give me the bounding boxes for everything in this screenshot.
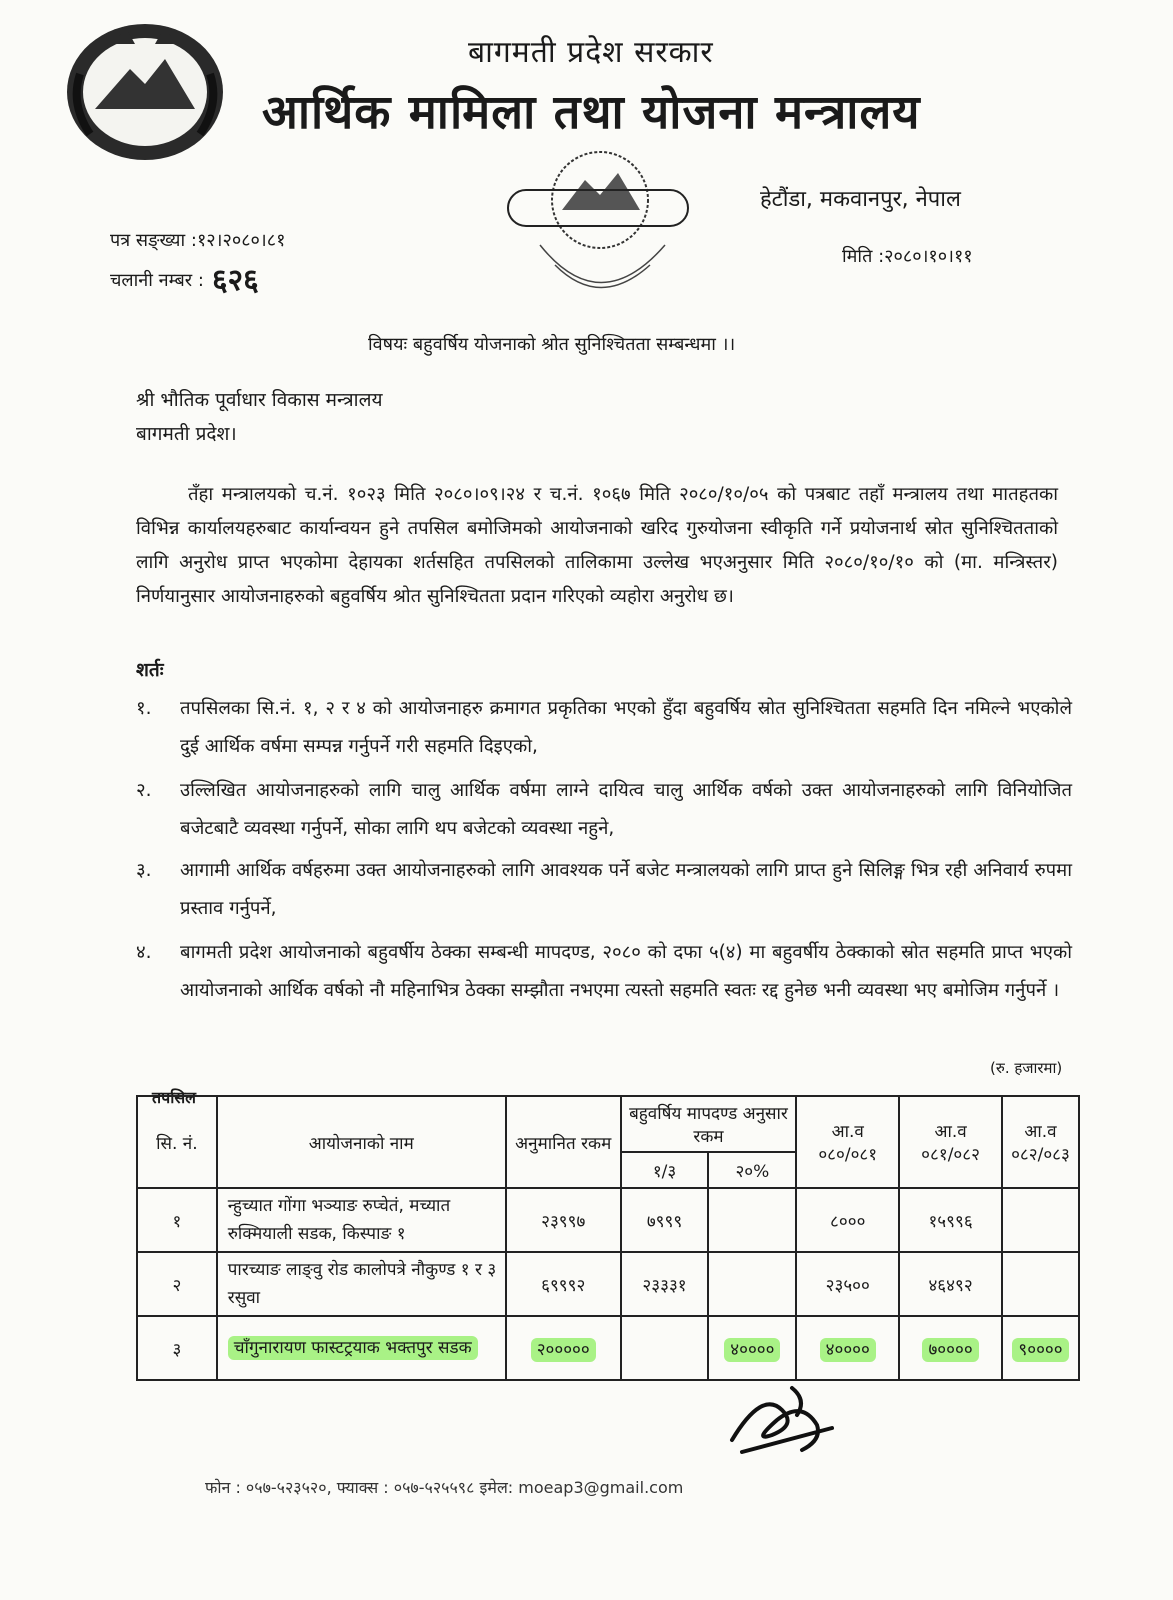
condition-number: २. <box>136 780 152 801</box>
cell-sn: ३ <box>137 1316 217 1380</box>
cell-project-name: न्हुच्यात गोंगा भञ्याङ रुप्चेतं, मच्यात रुक्मियाली सडक, किस्पाङ १ <box>217 1188 506 1252</box>
cell-twenty-percent <box>708 1252 796 1316</box>
cell-one-third <box>621 1316 709 1380</box>
cell-estimated: ६९९९२ <box>506 1252 621 1316</box>
recipient-line-1: श्री भौतिक पूर्वाधार विकास मन्त्रालय <box>136 389 383 411</box>
cell-fy1 <box>796 1316 899 1380</box>
cell-twenty-percent <box>708 1316 796 1380</box>
dispatch-number <box>110 258 259 299</box>
cell-fy3 <box>1002 1252 1079 1316</box>
cell-fy3 <box>1002 1188 1079 1252</box>
condition-number: ४. <box>136 942 152 963</box>
header-twenty-percent: २०% <box>708 1152 796 1188</box>
official-stamp-icon <box>500 145 695 325</box>
nepal-emblem-icon <box>60 14 230 164</box>
cell-estimated: २३९९७ <box>506 1188 621 1252</box>
header-fy-080-081: आ.व ०८०/०८१ <box>796 1096 899 1188</box>
cell-one-third: ७९९९ <box>621 1188 709 1252</box>
condition-text: उल्लिखित आयोजनाहरुको लागि चालु आर्थिक वर्षमा लाग्ने दायित्व चालु आर्थिक वर्षको उक्त आयोजनाहरुको लागि विनियोजित बजेटबाटै व्यवस्था गर्नुपर्ने, सोका लागि थप बजेटको व्यवस्था नहुने, <box>180 780 1072 839</box>
table-row-highlighted <box>137 1316 1079 1380</box>
condition-item <box>136 852 1072 928</box>
letter-date <box>842 244 973 268</box>
ministry-address: हेटौंडा, मकवानपुर, नेपाल <box>760 187 961 212</box>
table-row <box>137 1252 1079 1316</box>
header-fy-082-083: आ.व ०८२/०८३ <box>1002 1096 1079 1188</box>
date-value: २०८०।१०।११ <box>884 246 973 267</box>
dispatch-number-value: ६२६ <box>211 263 259 298</box>
condition-number: ३. <box>136 860 152 881</box>
schedule-table <box>136 1095 1080 1381</box>
header-project-name: आयोजनाको नाम <box>217 1096 506 1188</box>
cell-project-name <box>217 1316 506 1380</box>
letter-number-value: १२।२०८०।८१ <box>196 230 286 251</box>
amount-unit: (रु. हजारमा) <box>990 1059 1063 1077</box>
recipient-line-2: बागमती प्रदेश। <box>136 423 237 445</box>
cell-twenty-percent <box>708 1188 796 1252</box>
header-criteria: बहुवर्षिय मापदण्ड अनुसार रकम <box>621 1096 797 1152</box>
dispatch-number-label: चलानी नम्बर : <box>110 270 204 291</box>
cell-fy2: १५९९६ <box>899 1188 1002 1252</box>
contact-footer: फोन : ०५७-५२३५२०, फ्याक्स : ०५७-५२५५९८ इमेल: moeap3@gmail.com <box>205 1478 684 1497</box>
cell-fy3 <box>1002 1316 1079 1380</box>
cell-sn: २ <box>137 1252 217 1316</box>
highlight-mark: ४०००० <box>820 1338 876 1362</box>
cell-fy1: २३५०० <box>796 1252 899 1316</box>
signature-icon <box>722 1380 842 1460</box>
date-label: मिति : <box>842 246 885 267</box>
cell-project-name: पारच्याङ लाङ्वु रोड कालोपत्रे नौकुण्ड १ र ३ रसुवा <box>217 1252 506 1316</box>
header-one-third: १/३ <box>621 1152 709 1188</box>
condition-text: आगामी आर्थिक वर्षहरुमा उक्त आयोजनाहरुको लागि आवश्यक पर्ने बजेट मन्त्रालयको लागि प्राप्त हुने सिलिङ्ग भित्र रही अनिवार्य रुपमा प्रस्ताव गर्नुपर्ने, <box>180 860 1072 919</box>
condition-number: १. <box>136 698 152 719</box>
cell-fy1: ८००० <box>796 1188 899 1252</box>
header-fy-081-082: आ.व ०८१/०८२ <box>899 1096 1002 1188</box>
table-row <box>137 1188 1079 1252</box>
condition-text: बागमती प्रदेश आयोजनाको बहुवर्षीय ठेक्का सम्बन्धी मापदण्ड, २०८० को दफा ५(४) मा बहुवर्षीय ठेक्काको स्रोत सहमति प्राप्त भएको आयोजनाको आर्थिक वर्षको नौ महिनाभित्र ठेक्का सम्झौता नभएमा त्यस्तो सहमति स्वतः रद्द हुनेछ भनी व्यवस्था भए बमोजिम गर्नुपर्ने । <box>180 942 1072 1001</box>
ministry-title: आर्थिक मामिला तथा योजना मन्त्रालय <box>262 85 921 140</box>
condition-item <box>136 772 1072 848</box>
cell-fy2: ४६४९२ <box>899 1252 1002 1316</box>
government-name: बागमती प्रदेश सरकार <box>468 35 714 70</box>
cell-sn: १ <box>137 1188 217 1252</box>
letter-number <box>110 228 285 252</box>
highlight-mark: २००००० <box>531 1338 596 1362</box>
header-sn: सि. नं. <box>137 1096 217 1188</box>
letter-subject: विषयः बहुवर्षिय योजनाको श्रोत सुनिश्चितता सम्बन्धमा ।। <box>368 334 736 355</box>
cell-estimated <box>506 1316 621 1380</box>
conditions-heading: शर्तः <box>136 659 164 681</box>
highlight-mark: ७०००० <box>922 1338 978 1362</box>
highlight-mark: चाँगुनारायण फास्टट्रयाक भक्तपुर सडक <box>228 1336 478 1360</box>
cell-one-third: २३३३१ <box>621 1252 709 1316</box>
header-estimated: अनुमानित रकम <box>506 1096 621 1188</box>
letter-body: तँहा मन्त्रालयको च.नं. १०२३ मिति २०८०।०९।२४ र च.नं. १०६७ मिति २०८०/१०/०५ को पत्रबाट तहाँ मन्त्रालय तथा मातहतका विभिन्न कार्यालयहरुबाट कार्यान्वयन हुने तपसिल बमोजिमको आयोजनाको खरिद गुरुयोजना स्वीकृति गर्ने प्रयोजनार्थ स्रोत सुनिश्चितताको लागि अनुरोध प्राप्त भएकोमा देहायका शर्तसहित तपसिलको तालिकामा उल्लेख भएअनुसार मिति २०८०/१०/१० को (मा. मन्त्रिस्तर) निर्णयानुसार आयोजनाहरुको बहुवर्षिय श्रोत सुनिश्चितता प्रदान गरिएको व्यहोरा अनुरोध छ। <box>136 484 1058 607</box>
condition-item <box>136 690 1072 766</box>
highlight-mark: ४०००० <box>724 1338 780 1362</box>
cell-fy2 <box>899 1316 1002 1380</box>
letter-number-label: पत्र सङ्ख्या : <box>110 230 197 251</box>
schedule-caption: तपसिल <box>152 1088 197 1107</box>
condition-item <box>136 934 1072 1010</box>
highlight-mark: ९०००० <box>1012 1338 1068 1362</box>
condition-text: तपसिलका सि.नं. १, २ र ४ को आयोजनाहरु क्रमागत प्रकृतिका भएको हुँदा बहुवर्षिय स्रोत सुनिश्चितता सहमति दिन नमिल्ने भएकोले दुई आर्थिक वर्षमा सम्पन्न गर्नुपर्ने गरी सहमति दिइएको, <box>180 698 1072 757</box>
